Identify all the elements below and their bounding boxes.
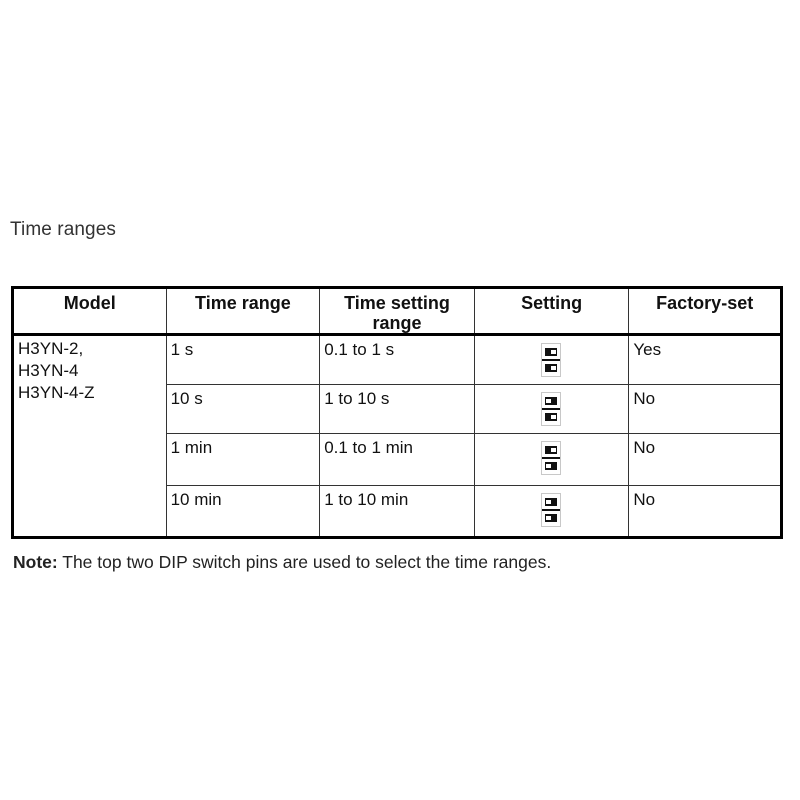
setting-cell <box>474 335 629 385</box>
time-range-cell: 1 min <box>166 433 320 486</box>
section-title: Time ranges <box>10 219 116 240</box>
header-factory-set: Factory-set <box>629 288 782 335</box>
factory-set-cell: No <box>629 433 782 486</box>
model-cell <box>13 335 167 538</box>
time-range-cell: 1 s <box>166 335 320 385</box>
factory-set-cell: No <box>629 385 782 433</box>
header-time-range: Time range <box>166 288 320 335</box>
dip-switch-icon <box>541 343 561 377</box>
header-model: Model <box>13 288 167 335</box>
dip-pin-2 <box>545 514 557 522</box>
dip-pin-1 <box>545 498 557 506</box>
dip-pin-2 <box>545 364 557 372</box>
dip-pin-1 <box>545 446 557 454</box>
setting-cell <box>474 385 629 433</box>
model-name: H3YN-2, <box>18 339 84 358</box>
factory-set-cell: No <box>629 486 782 538</box>
header-time-setting-range-line2: range <box>372 313 422 333</box>
setting-cell <box>474 486 629 538</box>
header-time-setting-range-line1: Time setting <box>344 293 450 313</box>
setting-range-cell: 0.1 to 1 s <box>320 335 475 385</box>
dip-switch-icon <box>541 392 561 426</box>
header-time-setting-range <box>320 288 475 335</box>
setting-cell <box>474 433 629 486</box>
table-header-row <box>13 288 782 335</box>
dip-pin-1 <box>545 397 557 405</box>
table-row <box>13 335 782 385</box>
time-range-cell: 10 min <box>166 486 320 538</box>
note <box>13 552 551 573</box>
dip-switch-icon <box>541 441 561 475</box>
setting-range-cell: 0.1 to 1 min <box>320 433 475 486</box>
model-name: H3YN-4 <box>18 361 79 380</box>
dip-pin-2 <box>545 462 557 470</box>
header-setting: Setting <box>474 288 629 335</box>
dip-pin-2 <box>545 413 557 421</box>
time-ranges-table <box>11 286 783 539</box>
dip-switch-icon <box>541 493 561 527</box>
setting-range-cell: 1 to 10 s <box>320 385 475 433</box>
model-name: H3YN-4-Z <box>18 383 95 402</box>
dip-pin-1 <box>545 348 557 356</box>
note-text: The top two DIP switch pins are used to select the time ranges. <box>57 552 552 572</box>
factory-set-cell: Yes <box>629 335 782 385</box>
time-range-cell: 10 s <box>166 385 320 433</box>
setting-range-cell: 1 to 10 min <box>320 486 475 538</box>
note-label: Note: <box>13 552 58 572</box>
